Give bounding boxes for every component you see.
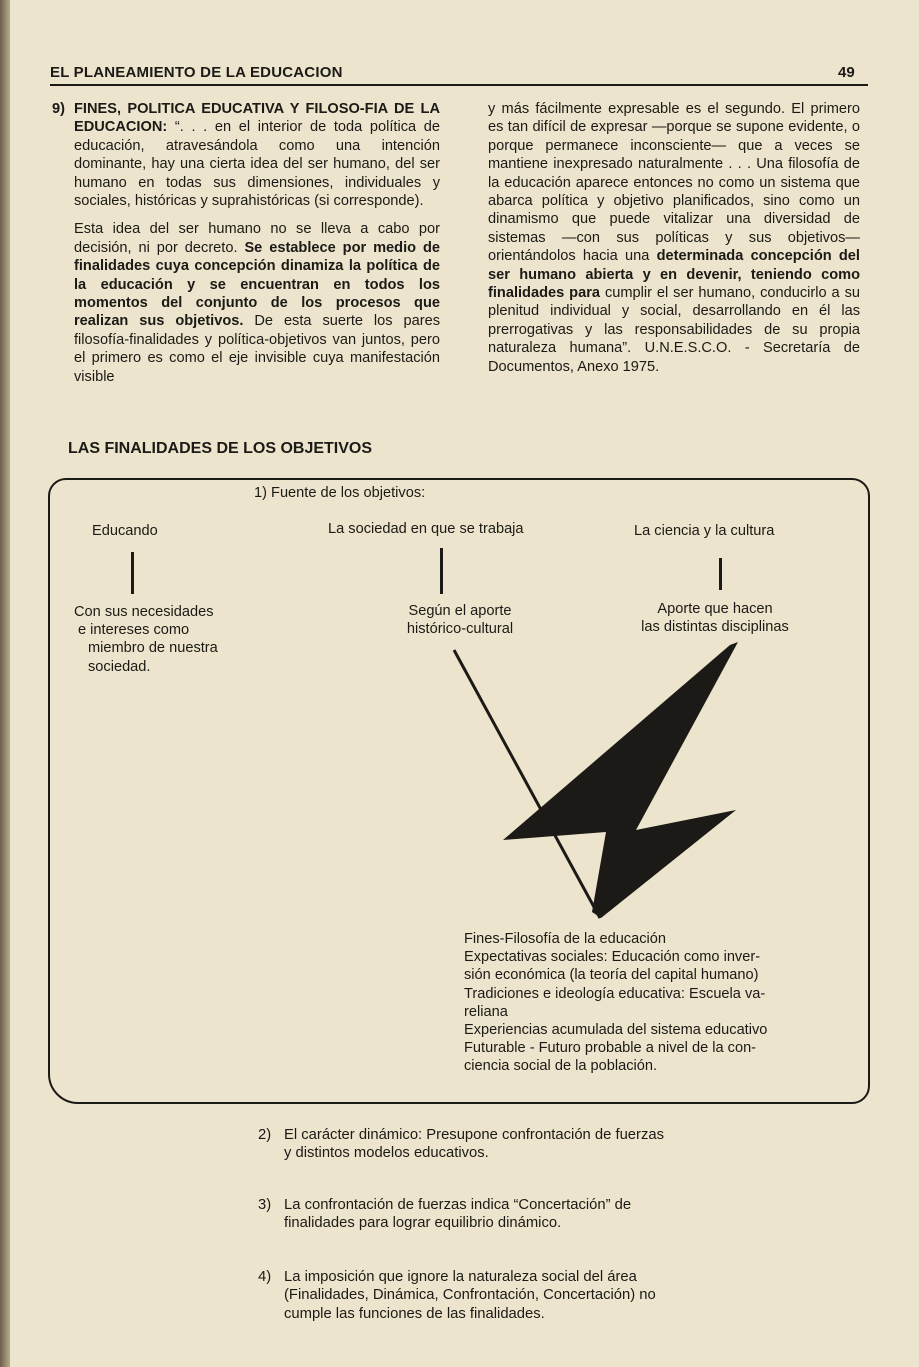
item-9-title: FINES, POLITICA EDUCATIVA Y FILOSO-FIA DE LA EDUCACION: xyxy=(74,101,440,136)
col1-line-4: sociedad. xyxy=(88,658,151,675)
col1-line-2: e intereses como xyxy=(78,622,190,639)
col1-line-3: miembro de nuestra xyxy=(88,640,218,657)
para2-bold: Se establece por medio de finalidades cuya concepción dinamiza la política de la educación y se encuentran en todos los momentos del conjunto de los procesos que realizan sus objetivos. xyxy=(74,239,440,330)
point-2-text: El carácter dinámico: Presupone confrontación de fuerzas y distintos modelos educativos. xyxy=(284,1127,664,1162)
diagram-source-title: 1) Fuente de los objetivos: xyxy=(254,485,426,501)
right-text-a: y más fácilmente expresable es el segundo. El primero es tan difícil de expresar —porque se supone evidente, o porque permanece inconsciente— que a veces se mantiene inexpresado naturalmente . . . Una filosofía de la educación aparece entonces no como un sistema que abarca política y objetivo planificados, sino como un dinamismo que puede vitalizar una diversidad de sistemas —con sus políticas y sus objetivos— orientándolos hacia una xyxy=(488,101,860,265)
point-4 xyxy=(258,1268,664,1323)
point-3-text: La confrontación de fuerzas indica “Concertación” de finalidades para lograr equilibrio dinámico. xyxy=(284,1197,632,1232)
right-text-b: cumplir el ser humano, conducirlo a su plenitud individual y social, desarrollando en él las prerrogativas y las responsabilidades de su propia naturaleza humana”. U.N.E.S.C.O. - Secretaría de Documentos, Anexo 1975. xyxy=(488,285,860,375)
col2-line-1: Según el aporte xyxy=(408,603,512,619)
page-number: 49 xyxy=(838,64,855,81)
result-line-8: ciencia social de la población. xyxy=(464,1058,658,1075)
result-line-2: Expectativas sociales: Educación como inver- xyxy=(464,949,761,966)
diagram-col2-top: La sociedad en que se trabaja xyxy=(328,521,524,537)
right-text-bold: determinada concepción del ser humano abierta y en devenir, teniendo como finalidades para xyxy=(488,248,860,302)
item-9-number: 9) xyxy=(52,101,65,117)
result-line-7: Futurable - Futuro probable a nivel de la con- xyxy=(464,1040,757,1057)
diagram-result-block xyxy=(464,930,854,1076)
point-4-number: 4) xyxy=(258,1269,272,1285)
col3-line-1: Aporte que hacen xyxy=(657,601,773,617)
result-line-1: Fines-Filosofía de la educación xyxy=(464,931,666,947)
col3-line-2: las distintas disciplinas xyxy=(641,619,789,636)
lightning-bolt-icon xyxy=(503,642,738,918)
diagram-col3-top: La ciencia y la cultura xyxy=(634,523,775,539)
result-line-4: Tradiciones e ideología educativa: Escuela va- xyxy=(464,985,766,1002)
para2-end: De esta suerte los pares filosofía-finalidades y política-objetivos van juntos, pero el primero es como el eje invisible cuya manifestación visible xyxy=(74,313,440,385)
point-4-text: La imposición que ignore la naturaleza social del área (Finalidades, Dinámica, Confrontación, Concertación) no cumple las funciones de las finalidades. xyxy=(284,1269,656,1322)
point-3-number: 3) xyxy=(258,1197,272,1213)
point-3 xyxy=(258,1196,664,1233)
running-title: EL PLANEAMIENTO DE LA EDUCACION xyxy=(50,64,343,81)
result-line-5: reliana xyxy=(464,1003,508,1020)
result-line-3: sión económica (la teoría del capital humano) xyxy=(464,967,759,984)
col2-line-2: histórico-cultural xyxy=(406,621,514,638)
diagram-col1-top: Educando xyxy=(92,523,158,539)
col1-line-1: Con sus necesidades xyxy=(74,604,214,620)
result-line-6: Experiencias acumulada del sistema educativo xyxy=(464,1022,768,1039)
item-9-body: “. . . en el interior de toda política de educación, atravesándola como una intención dominante, hay una cierta idea del ser humano, del ser humano en todas sus dimensiones, individuales y sociales, históricas y suprahistóricas (si corresponde). xyxy=(74,119,440,210)
point-2-number: 2) xyxy=(258,1127,272,1143)
para2-intro: Esta idea del ser humano no se lleva a cabo por decisión, ni por decreto. xyxy=(74,221,440,256)
point-2 xyxy=(258,1126,664,1163)
section-heading: LAS FINALIDADES DE LOS OBJETIVOS xyxy=(68,440,373,457)
